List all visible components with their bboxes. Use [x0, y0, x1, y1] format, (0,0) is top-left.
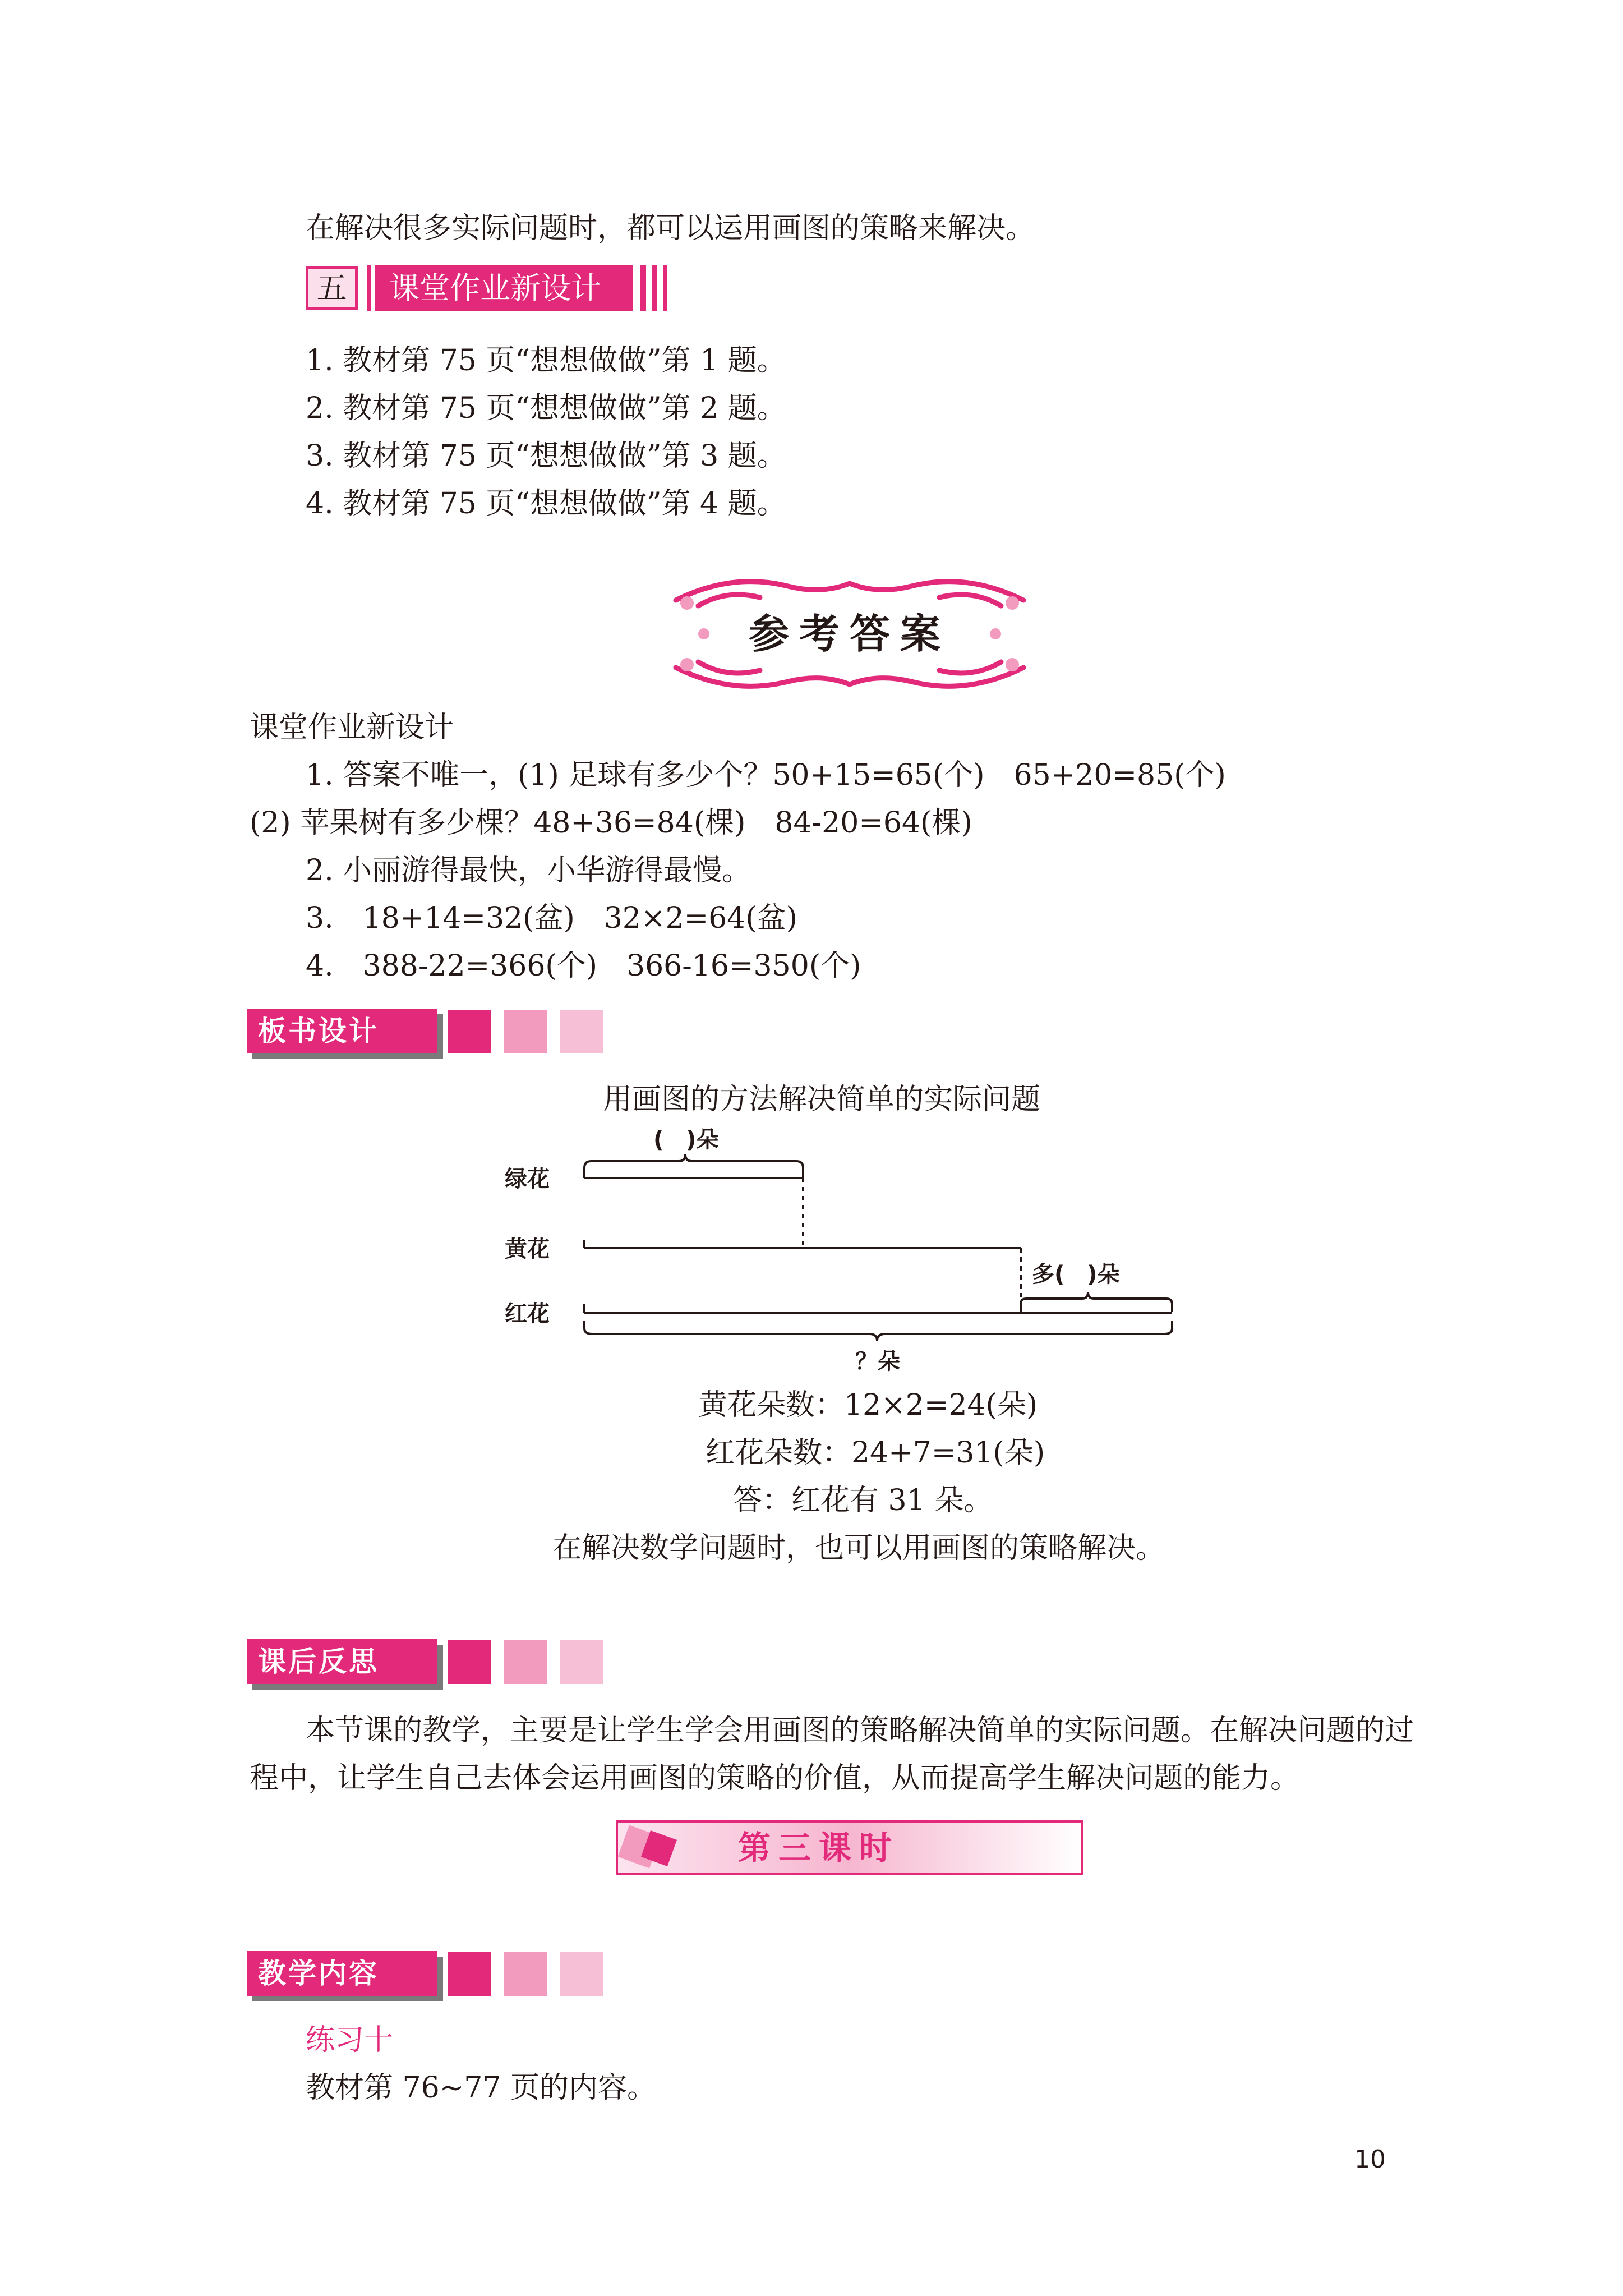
lesson-banner-title: 第三课时 [737, 1829, 900, 1867]
decorative-square [504, 1010, 547, 1053]
section-number: 五 [316, 270, 347, 306]
answer-line: (2) 苹果树有多少棵？48+36=84(棵) 84-20=64(棵) [250, 806, 972, 840]
reflection-line: 本节课的教学，主要是让学生学会用画图的策略解决简单的实际问题。在解决问题的过 [306, 1714, 1414, 1747]
green-brace [584, 1154, 803, 1178]
calc-line: 答：红花有 31 朵。 [733, 1484, 993, 1517]
decorative-square [560, 1010, 603, 1053]
decorative-square [448, 1952, 491, 1996]
content-text: 教材第 76~77 页的内容。 [306, 2071, 656, 2105]
answer-line: 3. 18+14=32(盆) 32×2=64(盆) [306, 901, 797, 935]
answer-banner-title: 参考答案 [748, 610, 951, 657]
reflection-line: 程中，让学生自己去体会运用画图的策略的价值，从而提高学生解决问题的能力。 [250, 1761, 1300, 1795]
homework-item: 2. 教材第 75 页“想想做做”第 2 题。 [306, 392, 786, 425]
board-section-label: 板书设计 [247, 1009, 437, 1053]
decorative-square [448, 1010, 491, 1053]
answer-line: 4. 388-22=366(个) 366-16=350(个) [306, 949, 861, 983]
content-section-label: 教学内容 [247, 1951, 437, 1996]
page-number: 10 [1354, 2145, 1386, 2174]
answers-heading: 课堂作业新设计 [250, 711, 454, 744]
calc-line: 红花朵数：24+7=31(朵) [706, 1436, 1045, 1470]
stripe-decoration [640, 265, 646, 311]
decorative-square [560, 1952, 603, 1996]
flower-segment-diagram [505, 1128, 1200, 1386]
homework-item: 3. 教材第 75 页“想想做做”第 3 题。 [306, 439, 786, 473]
decorative-square [504, 1952, 547, 1996]
reflection-section-label: 课后反思 [247, 1639, 437, 1684]
decorative-square [448, 1640, 491, 1684]
stripe-decoration [367, 265, 371, 311]
homework-item: 1. 教材第 75 页“想想做做”第 1 题。 [306, 344, 786, 378]
stripe-decoration [652, 265, 657, 311]
calc-line: 在解决数学问题时，也可以用画图的策略解决。 [552, 1531, 1165, 1565]
more-brace [1021, 1292, 1172, 1312]
total-brace [584, 1321, 1172, 1341]
calc-line: 黄花朵数：12×2=24(朵) [698, 1388, 1038, 1422]
answer-line: 1. 答案不唯一，(1) 足球有多少个？50+15=65(个) 65+20=85(个) [306, 758, 1226, 792]
decorative-square [504, 1640, 547, 1684]
green-label: 绿花 [505, 1166, 550, 1192]
homework-item: 4. 教材第 75 页“想想做做”第 4 题。 [306, 487, 786, 521]
decorative-square [560, 1640, 603, 1684]
board-title: 用画图的方法解决简单的实际问题 [603, 1083, 1041, 1116]
answer-line: 2. 小丽游得最快，小华游得最慢。 [306, 854, 751, 887]
more-text: 多( )朵 [1032, 1262, 1120, 1287]
red-label: 红花 [505, 1301, 550, 1327]
yellow-label: 黄花 [505, 1236, 550, 1262]
stripe-decoration [663, 265, 667, 311]
intro-line: 在解决很多实际问题时，都可以运用画图的策略来解决。 [306, 211, 1035, 245]
exercise-title: 练习十 [306, 2023, 394, 2057]
total-text: ？朵 [855, 1349, 900, 1374]
green-brace-text: ( )朵 [653, 1128, 719, 1153]
section-title: 课堂作业新设计 [389, 270, 601, 306]
